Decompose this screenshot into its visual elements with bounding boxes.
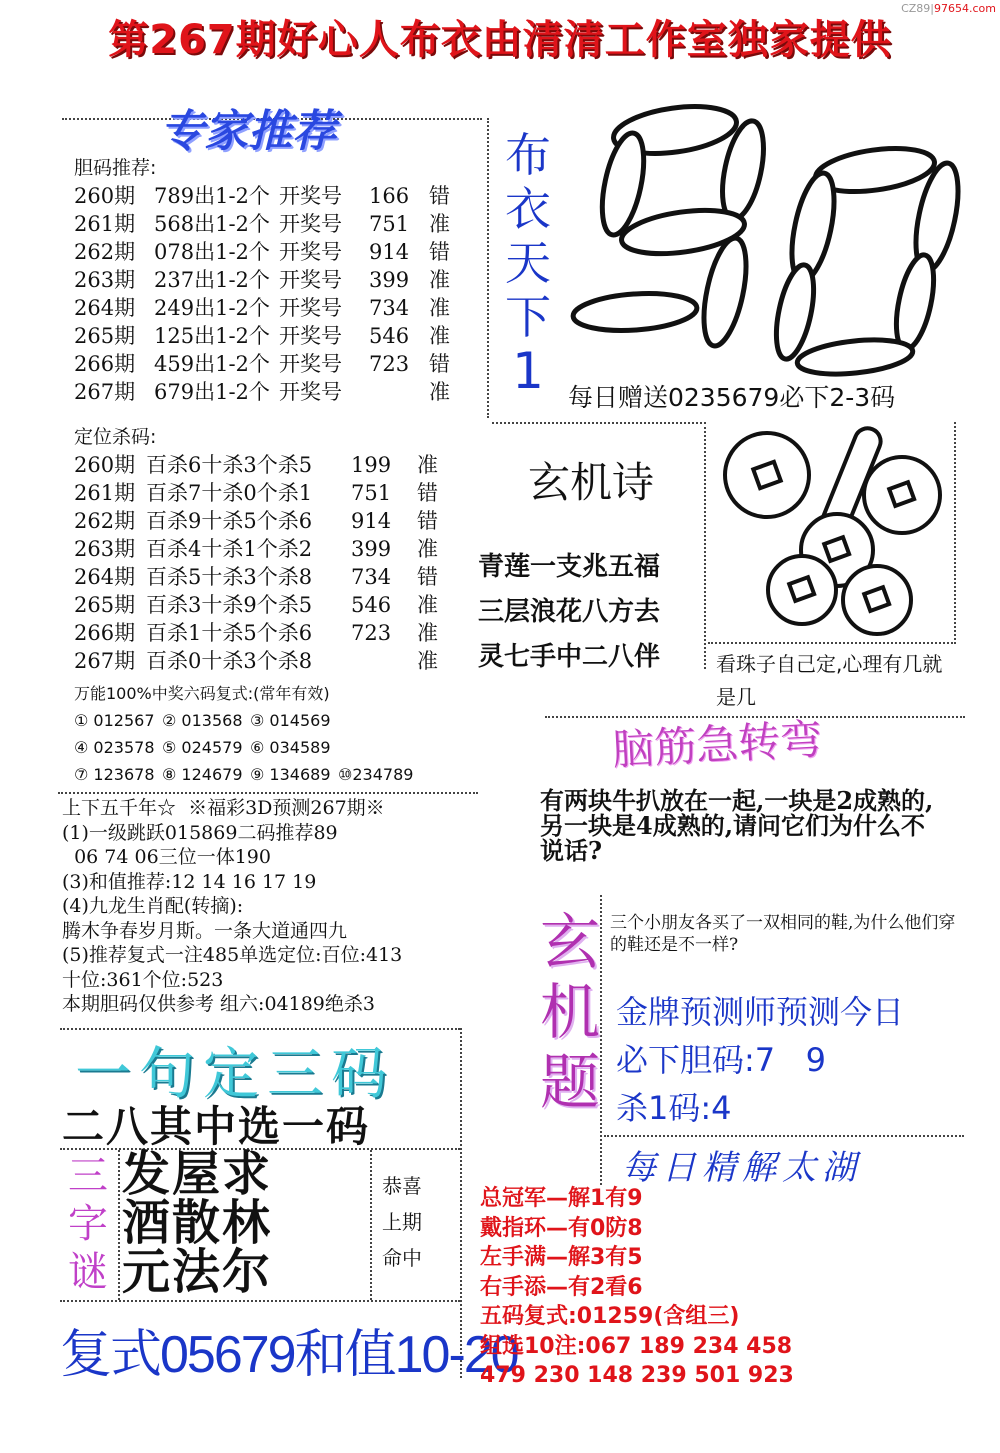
table-cell: 错 — [417, 565, 438, 589]
watermark: CZ89|97654.com — [901, 2, 996, 15]
table-cell: 准 — [417, 621, 438, 645]
table-cell: 166 — [369, 184, 410, 208]
riddle-char: 字 — [68, 1201, 108, 1247]
table-cell: 百杀5十杀3个杀8 — [146, 565, 313, 589]
table-cell: 263期 — [74, 268, 136, 292]
six-title: 万能100%中奖六码复式:(常年有效) — [74, 684, 330, 703]
expert-heading: 专家推荐 — [160, 106, 336, 157]
table-cell: 568出1-2个 — [154, 212, 270, 236]
gold-prediction — [616, 988, 904, 1132]
beads-symbol — [712, 420, 713, 421]
daily-gift: 每日赠送0235679必下2-3码 — [568, 383, 896, 412]
table-cell: 751 — [369, 212, 410, 236]
table-cell: 125出1-2个 — [154, 324, 270, 348]
six-cell: ⑩234789 — [338, 765, 414, 784]
table-cell: 准 — [429, 380, 450, 404]
six-section — [74, 680, 474, 788]
taihu-line: 戴指环—有0防8 — [480, 1215, 643, 1241]
taihu-title: 每日精解太湖 — [622, 1148, 862, 1188]
kill-label: 定位杀码: — [74, 426, 157, 448]
table-cell: 准 — [429, 324, 450, 348]
six-cell: ⑤ 024579 — [162, 738, 243, 757]
table-cell: 准 — [417, 453, 438, 477]
table-cell: 459出1-2个 — [154, 352, 270, 376]
poem-line: 三层浪花八方去 — [478, 597, 661, 627]
table-cell: 546 — [369, 324, 410, 348]
table-row — [74, 350, 469, 378]
table-cell — [351, 647, 417, 675]
table-cell: 百杀1十杀5个杀6 — [146, 621, 313, 645]
divider — [600, 895, 602, 1185]
table-cell: 开奖号 — [279, 324, 342, 348]
table-cell: 准 — [417, 649, 438, 673]
table-cell: 开奖号 — [279, 240, 342, 264]
buyi-char: 天 — [505, 236, 551, 290]
table-row — [74, 479, 457, 507]
table-cell: 266期 — [74, 621, 136, 645]
table-row — [74, 563, 457, 591]
one-sentence-title: 一句定三码 — [75, 1042, 395, 1107]
taihu-line: 五码复式:01259(含组三) — [480, 1304, 740, 1329]
gold-line: 必下胆码:7 9 — [616, 1041, 827, 1079]
divider — [604, 1135, 964, 1137]
table-cell: 262期 — [74, 509, 136, 533]
buyi-vertical-text — [498, 128, 558, 344]
six-cell: ⑧ 124679 — [162, 765, 243, 784]
table-cell: 260期 — [74, 453, 136, 477]
kill-section — [74, 424, 457, 675]
big-digits-text — [565, 52, 566, 53]
table-row — [74, 322, 469, 350]
one-sentence-sub: 二八其中选一码 — [62, 1102, 371, 1151]
table-cell: 错 — [417, 509, 438, 533]
divider — [487, 118, 489, 418]
table-cell — [369, 378, 429, 406]
table-cell: 266期 — [74, 352, 136, 376]
mystery-char: 机 — [540, 978, 600, 1048]
table-cell: 百杀0十杀3个杀8 — [146, 649, 313, 673]
table-row — [74, 647, 457, 675]
table-cell: 262期 — [74, 240, 136, 264]
list-item — [74, 734, 474, 761]
table-cell: 准 — [417, 537, 438, 561]
table-cell: 准 — [417, 593, 438, 617]
list-item — [74, 707, 474, 734]
fushi-text: 复式05679和值10-20 — [60, 1326, 518, 1384]
forecast-line: (5)推荐复式一注485单选定位:百位:413 — [62, 944, 403, 966]
brain-question: 有两块牛扒放在一起,一块是2成熟的,另一块是4成熟的,请问它们为什么不说话? — [540, 786, 934, 865]
watermark-domain: 97654.com — [934, 2, 996, 15]
big-digits-graphic — [565, 52, 995, 382]
table-cell: 914 — [351, 509, 392, 533]
poem-line: 青莲一支兆五福 — [478, 552, 661, 582]
six-cell: ⑨ 134689 — [250, 765, 331, 784]
table-cell: 734 — [351, 565, 392, 589]
congrats-line: 上期 — [382, 1210, 422, 1234]
forecast-line: (3)和值推荐:12 14 16 17 19 — [62, 870, 317, 893]
table-cell: 错 — [429, 184, 450, 208]
six-cell: ④ 023578 — [74, 738, 155, 757]
page-title: 第267期好心人布衣由清清工作室独家提供 — [108, 17, 892, 63]
watermark-text: CZ89 — [901, 2, 931, 15]
table-cell: 249出1-2个 — [154, 296, 270, 320]
table-cell: 开奖号 — [279, 296, 342, 320]
table-cell: 开奖号 — [279, 352, 342, 376]
table-cell: 准 — [429, 296, 450, 320]
table-cell: 百杀4十杀1个杀2 — [146, 537, 313, 561]
riddle-char: 三 — [68, 1153, 108, 1199]
table-cell: 734 — [369, 296, 410, 320]
table-cell: 914 — [369, 240, 410, 264]
table-cell: 267期 — [74, 649, 136, 673]
table-row — [74, 238, 469, 266]
six-cell: ③ 014569 — [250, 711, 331, 730]
riddle-line: 酒散林 — [122, 1195, 273, 1251]
table-cell: 264期 — [74, 296, 136, 320]
riddle-line: 发屋求 — [122, 1146, 273, 1202]
forecast-line: 本期胆码仅供参考 组六:04189绝杀3 — [62, 993, 375, 1015]
forecast-line: (1)一级跳跃015869二码推荐89 — [62, 821, 338, 844]
table-cell: 261期 — [74, 212, 136, 236]
table-cell: 399 — [369, 268, 410, 292]
riddle-label — [60, 1152, 116, 1296]
table-cell: 723 — [369, 352, 410, 376]
kill-table — [74, 451, 457, 675]
table-row — [74, 619, 457, 647]
table-row — [74, 182, 469, 210]
congrats-line: 命中 — [382, 1246, 422, 1270]
table-cell: 789出1-2个 — [154, 184, 270, 208]
table-cell: 百杀7十杀0个杀1 — [146, 481, 313, 505]
forecast-line: 腾木争春岁月斯。一条大道通四九 — [62, 919, 348, 942]
buyi-char: 衣 — [505, 182, 551, 236]
table-row — [74, 507, 457, 535]
table-row — [74, 378, 469, 406]
table-cell: 开奖号 — [279, 268, 342, 292]
forecast-block — [62, 796, 502, 1017]
six-cell: ⑥ 034589 — [250, 738, 331, 757]
taihu-lines — [480, 1184, 794, 1391]
poem-lines — [478, 545, 660, 680]
six-cell: ① 012567 — [74, 711, 155, 730]
table-cell: 199 — [351, 453, 392, 477]
table-cell: 546 — [351, 593, 392, 617]
table-cell: 开奖号 — [279, 212, 342, 236]
table-cell: 679出1-2个 — [154, 380, 270, 404]
table-cell: 错 — [429, 352, 450, 376]
forecast-line: 上下五千年☆ ※福彩3D预测267期※ — [62, 797, 385, 819]
forecast-line: 06 74 06三位一体190 — [62, 846, 271, 868]
forecast-line: 十位:361个位:523 — [62, 968, 224, 991]
taihu-line: 479 230 148 239 501 923 — [480, 1363, 794, 1388]
six-table — [74, 707, 474, 788]
coins-graphic — [712, 420, 952, 640]
six-cell: ⑦ 123678 — [74, 765, 155, 784]
table-cell: 399 — [351, 537, 392, 561]
forecast-line: (4)九龙生肖配(转摘): — [62, 895, 244, 917]
table-row — [74, 591, 457, 619]
table-cell: 237出1-2个 — [154, 268, 270, 292]
gold-line: 金牌预测师预测今日 — [616, 993, 905, 1031]
table-cell: 261期 — [74, 481, 136, 505]
riddle-line: 元法尔 — [122, 1244, 273, 1300]
poem-line: 灵七手中二八伴 — [478, 642, 661, 672]
table-cell: 265期 — [74, 324, 136, 348]
table-cell: 723 — [351, 621, 392, 645]
table-cell: 准 — [429, 268, 450, 292]
riddle-char: 谜 — [68, 1249, 108, 1295]
table-cell: 百杀3十杀9个杀5 — [146, 593, 313, 617]
buyi-number: 1 — [512, 342, 544, 400]
table-cell: 267期 — [74, 380, 136, 404]
mystery-question: 三个小朋友各买了一双相同的鞋,为什么他们穿的鞋还是不一样? — [610, 913, 956, 955]
table-cell: 260期 — [74, 184, 136, 208]
table-row — [74, 294, 469, 322]
table-cell: 错 — [417, 481, 438, 505]
table-cell: 751 — [351, 481, 392, 505]
six-cell: ② 013568 — [162, 711, 243, 730]
taihu-line: 总冠军—解1有9 — [480, 1186, 643, 1211]
buyi-vertical — [498, 128, 558, 398]
dan-table — [74, 182, 469, 406]
taihu-line: 左手满—解3有5 — [480, 1245, 643, 1270]
buyi-char: 下 — [505, 290, 551, 344]
poem-title: 玄机诗 — [528, 458, 655, 507]
taihu-line: 右手添—有2看6 — [480, 1274, 643, 1300]
table-cell: 264期 — [74, 565, 136, 589]
table-row — [74, 210, 469, 238]
gold-line: 杀1码:4 — [616, 1089, 732, 1127]
dan-label: 胆码推荐: — [74, 157, 157, 179]
riddle-congrats — [382, 1168, 422, 1276]
table-cell: 百杀9十杀5个杀6 — [146, 509, 313, 533]
taihu-line: 组选10注:067 189 234 458 — [480, 1333, 793, 1359]
divider — [58, 792, 478, 794]
table-cell: 265期 — [74, 593, 136, 617]
table-cell: 263期 — [74, 537, 136, 561]
mystery-vertical — [540, 908, 600, 1118]
table-cell: 078出1-2个 — [154, 240, 270, 264]
dan-section — [74, 155, 469, 406]
buyi-char: 布 — [505, 128, 551, 182]
table-cell: 错 — [429, 240, 450, 264]
table-row — [74, 535, 457, 563]
table-cell: 百杀6十杀3个杀5 — [146, 453, 313, 477]
brain-title: 脑筋急转弯 — [610, 714, 824, 775]
table-row — [74, 266, 469, 294]
mystery-char: 题 — [540, 1048, 600, 1118]
table-cell: 开奖号 — [279, 184, 342, 208]
beads-caption: 看珠子自己定,心理有几就是几 — [716, 652, 943, 709]
riddle-lines — [122, 1146, 273, 1300]
congrats-line: 恭喜 — [382, 1174, 422, 1198]
table-cell: 开奖号 — [279, 380, 342, 404]
list-item — [74, 761, 474, 788]
mystery-char: 玄 — [540, 908, 600, 978]
table-row — [74, 451, 457, 479]
table-cell: 准 — [429, 212, 450, 236]
